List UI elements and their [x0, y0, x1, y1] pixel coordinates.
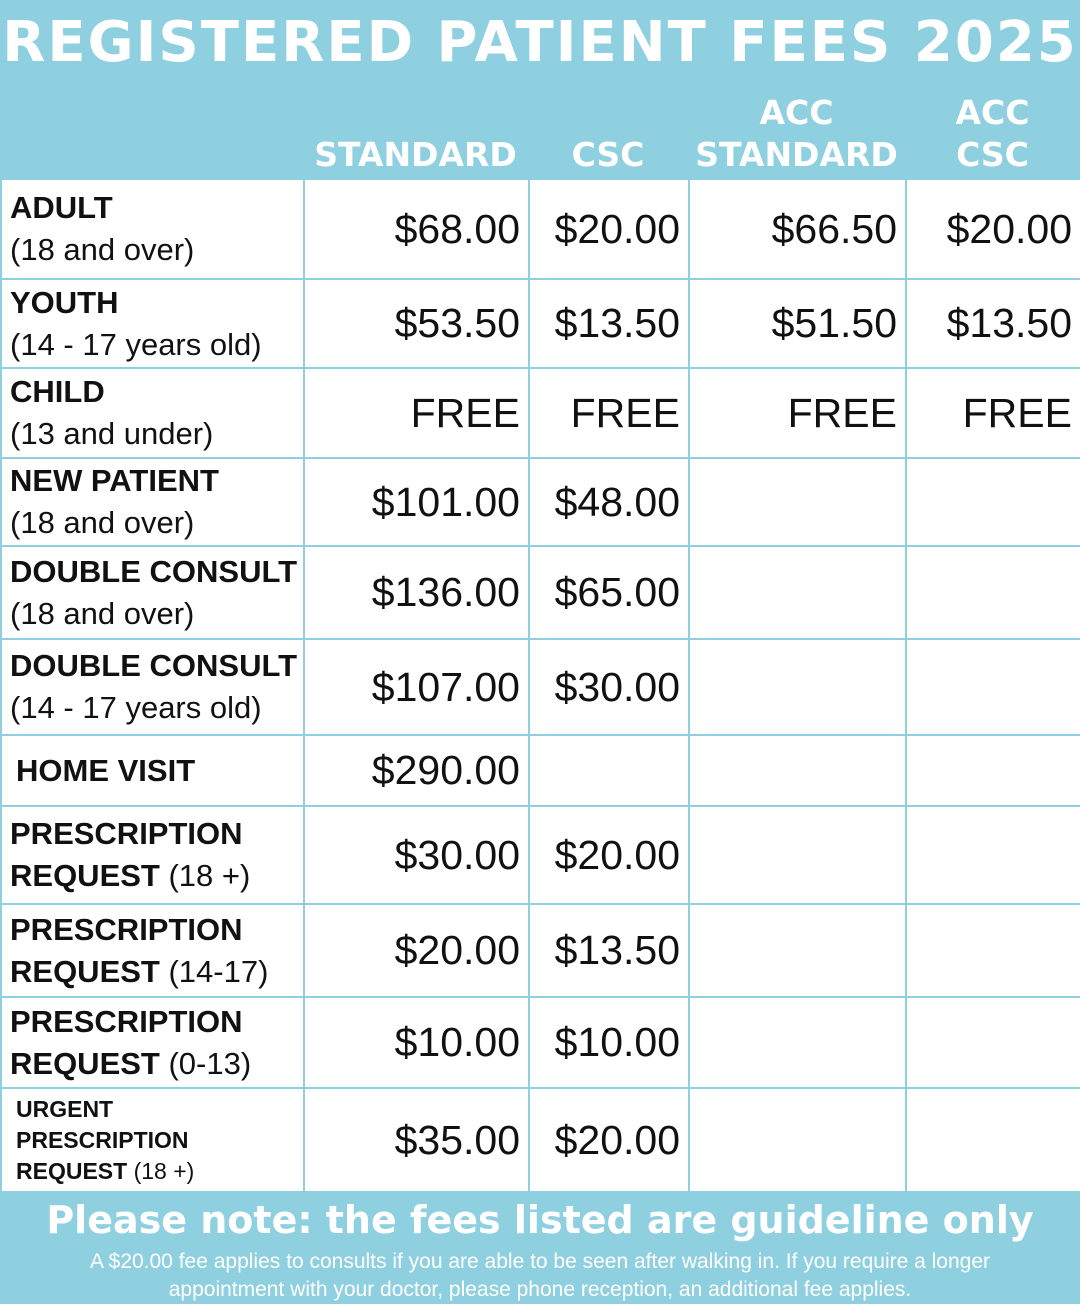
- table-row-prescription-youth: [1, 904, 1080, 997]
- table-row-child: [1, 368, 1080, 458]
- footer: [0, 1192, 1080, 1300]
- fee-acc-csc: FREE: [906, 368, 1080, 458]
- table-row-adult: [1, 179, 1080, 279]
- table-row-prescription-adult: [1, 806, 1080, 904]
- column-header-acc-standard: ACC STANDARD: [695, 93, 898, 174]
- fee-acc-csc: [906, 806, 1080, 904]
- row-label: HOME VISIT: [1, 735, 304, 806]
- fee-acc-standard: FREE: [689, 368, 906, 458]
- fee-standard: FREE: [304, 368, 529, 458]
- table-row-new-patient: [1, 458, 1080, 546]
- fee-acc-standard: [689, 458, 906, 546]
- table-row-prescription-child: [1, 997, 1080, 1088]
- row-label: PRESCRIPTION REQUEST (18 +): [1, 806, 304, 904]
- row-label: YOUTH (14 - 17 years old): [1, 279, 304, 368]
- fee-csc: $10.00: [529, 997, 689, 1088]
- row-label: PRESCRIPTION REQUEST (0-13): [1, 997, 304, 1088]
- table-row-youth: [1, 279, 1080, 368]
- fee-acc-csc: $13.50: [906, 279, 1080, 368]
- fee-csc: $48.00: [529, 458, 689, 546]
- fee-acc-csc: [906, 904, 1080, 997]
- fee-csc: $65.00: [529, 546, 689, 639]
- fee-csc: $20.00: [529, 179, 689, 279]
- fee-acc-csc: [906, 997, 1080, 1088]
- fee-standard: $53.50: [304, 279, 529, 368]
- fee-standard: $101.00: [304, 458, 529, 546]
- table-row-home-visit: [1, 735, 1080, 806]
- fee-csc: [529, 735, 689, 806]
- fee-acc-csc: [906, 1088, 1080, 1192]
- row-label: PRESCRIPTION REQUEST (14-17): [1, 904, 304, 997]
- fees-table: [0, 178, 1080, 1193]
- row-label: CHILD (13 and under): [1, 368, 304, 458]
- fee-acc-csc: $20.00: [906, 179, 1080, 279]
- fee-acc-csc: [906, 546, 1080, 639]
- fee-acc-standard: [689, 904, 906, 997]
- fee-csc: FREE: [529, 368, 689, 458]
- fee-csc: $30.00: [529, 639, 689, 735]
- fee-csc: $13.50: [529, 904, 689, 997]
- fee-acc-standard: [689, 546, 906, 639]
- fee-acc-standard: [689, 806, 906, 904]
- fee-acc-csc: [906, 735, 1080, 806]
- fee-csc: $13.50: [529, 279, 689, 368]
- fee-acc-standard: [689, 997, 906, 1088]
- row-label: DOUBLE CONSULT (14 - 17 years old): [1, 639, 304, 735]
- fee-standard: $68.00: [304, 179, 529, 279]
- column-header-acc-csc: ACC CSC: [955, 93, 1030, 174]
- table-row-urgent-prescription: [1, 1088, 1080, 1192]
- fee-acc-csc: [906, 458, 1080, 546]
- table-row-double-consult-adult: [1, 546, 1080, 639]
- page-title: REGISTERED PATIENT FEES 2025: [2, 10, 1078, 75]
- fee-csc: $20.00: [529, 1088, 689, 1192]
- fee-standard: $35.00: [304, 1088, 529, 1192]
- fee-standard: $136.00: [304, 546, 529, 639]
- guideline-note: Please note: the fees listed are guideline only: [46, 1198, 1034, 1242]
- column-header-csc: CSC: [571, 135, 645, 174]
- fee-acc-standard: [689, 1088, 906, 1192]
- fee-standard: $30.00: [304, 806, 529, 904]
- row-label: URGENT PRESCRIPTION REQUEST (18 +): [1, 1088, 304, 1192]
- fee-acc-standard: [689, 735, 906, 806]
- footer-fine-print: A $20.00 fee applies to consults if you are able to be seen after walking in. If you require a longer appointment with your doctor, please phone reception, an additional fee applies.: [89, 1250, 991, 1301]
- fee-standard: $290.00: [304, 735, 529, 806]
- row-label: ADULT (18 and over): [1, 179, 304, 279]
- fee-acc-standard: $51.50: [689, 279, 906, 368]
- fee-acc-standard: $66.50: [689, 179, 906, 279]
- fee-standard: $10.00: [304, 997, 529, 1088]
- fee-acc-standard: [689, 639, 906, 735]
- fee-standard: $107.00: [304, 639, 529, 735]
- table-row-double-consult-youth: [1, 639, 1080, 735]
- row-label: NEW PATIENT (18 and over): [1, 458, 304, 546]
- fee-csc: $20.00: [529, 806, 689, 904]
- fee-acc-csc: [906, 639, 1080, 735]
- column-header-standard: STANDARD: [314, 135, 517, 174]
- row-label: DOUBLE CONSULT (18 and over): [1, 546, 304, 639]
- fee-standard: $20.00: [304, 904, 529, 997]
